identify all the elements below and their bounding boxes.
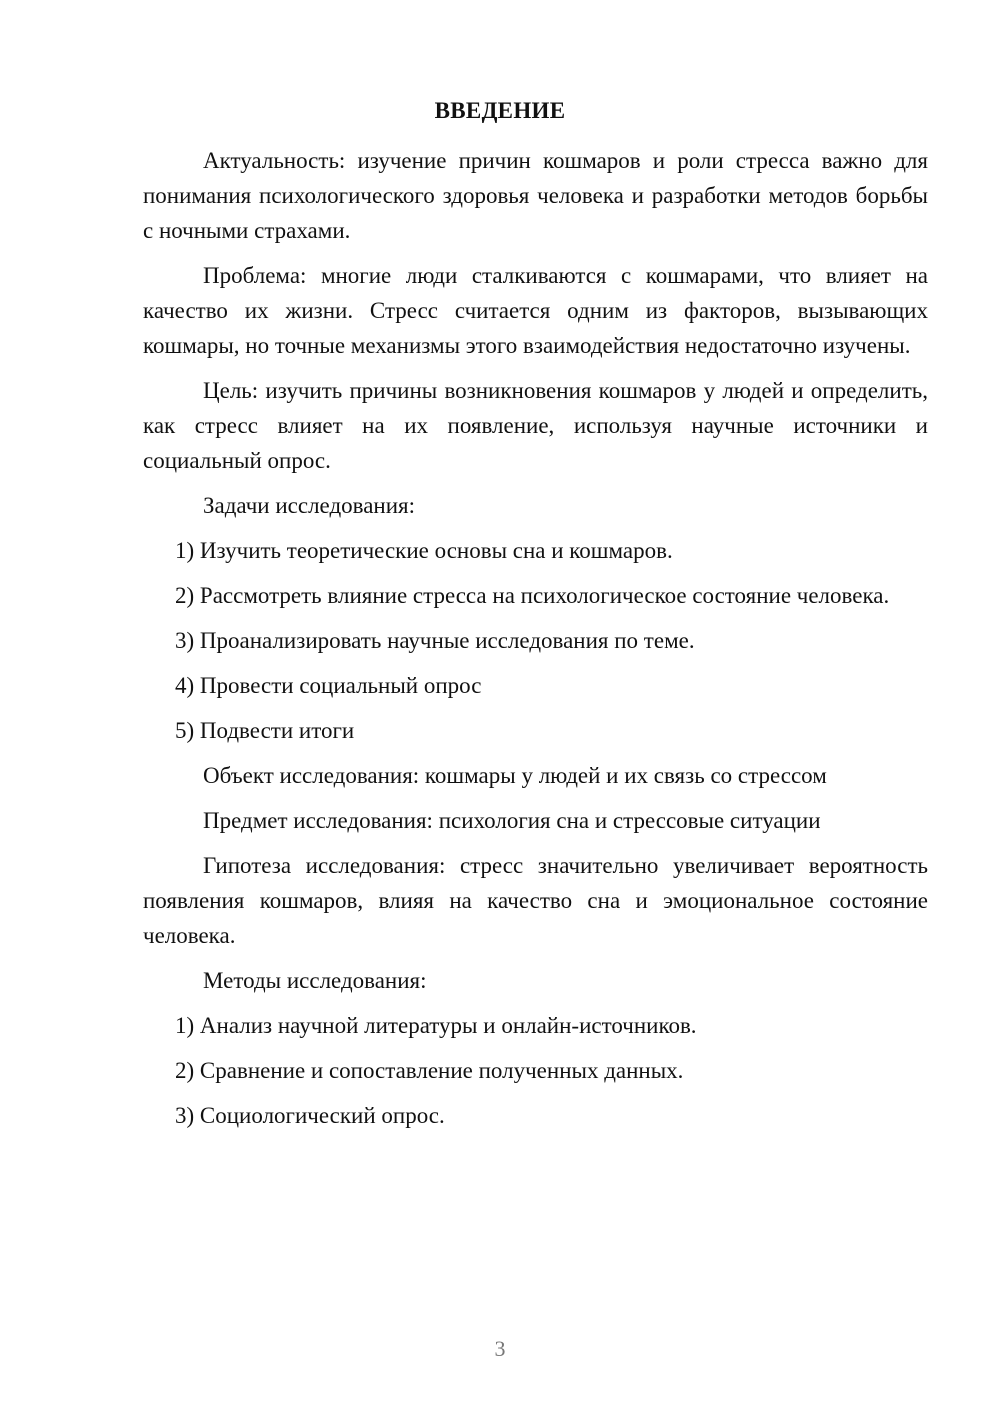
task-item: 5) Подвести итоги: [175, 718, 355, 743]
problem-paragraph: Проблема: многие люди сталкиваются с кошмарами, что влияет на качество их жизни. Стресс считается одним из факторов, вызывающих кошмары, но точные механизмы этого взаимодействия недостаточно изучены.: [143, 263, 928, 358]
object-line: Объект исследования: кошмары у людей и их связь со стрессом: [203, 763, 827, 788]
task-item: 2) Рассмотреть влияние стресса на психологическое состояние человека.: [175, 583, 890, 608]
goal-paragraph: Цель: изучить причины возникновения кошмаров у людей и определить, как стресс влияет на их появление, используя научные источники и социальный опрос.: [143, 378, 928, 473]
relevance-paragraph: Актуальность: изучение причин кошмаров и роли стресса важно для понимания психологического здоровья человека и разработки методов борьбы с ночными страхами.: [143, 148, 928, 243]
method-item: 2) Сравнение и сопоставление полученных данных.: [175, 1058, 684, 1083]
page-title: ВВЕДЕНИЕ: [434, 98, 566, 123]
tasks-heading: Задачи исследования:: [203, 493, 416, 518]
document-body: [143, 143, 928, 1143]
task-item: 1) Изучить теоретические основы сна и кошмаров.: [175, 538, 673, 563]
task-item: 4) Провести социальный опрос: [175, 673, 482, 698]
method-item: 3) Социологический опрос.: [175, 1103, 445, 1128]
page-number: 3: [494, 1336, 506, 1361]
method-item: 1) Анализ научной литературы и онлайн-источников.: [175, 1013, 697, 1038]
subject-line: Предмет исследования: психология сна и стрессовые ситуации: [203, 808, 821, 833]
hypothesis-paragraph: Гипотеза исследования: стресс значительно увеличивает вероятность появления кошмаров, влияя на качество сна и эмоциональное состояние человека.: [143, 853, 928, 948]
task-item: 3) Проанализировать научные исследования по теме.: [175, 628, 695, 653]
methods-heading: Методы исследования:: [203, 968, 427, 993]
